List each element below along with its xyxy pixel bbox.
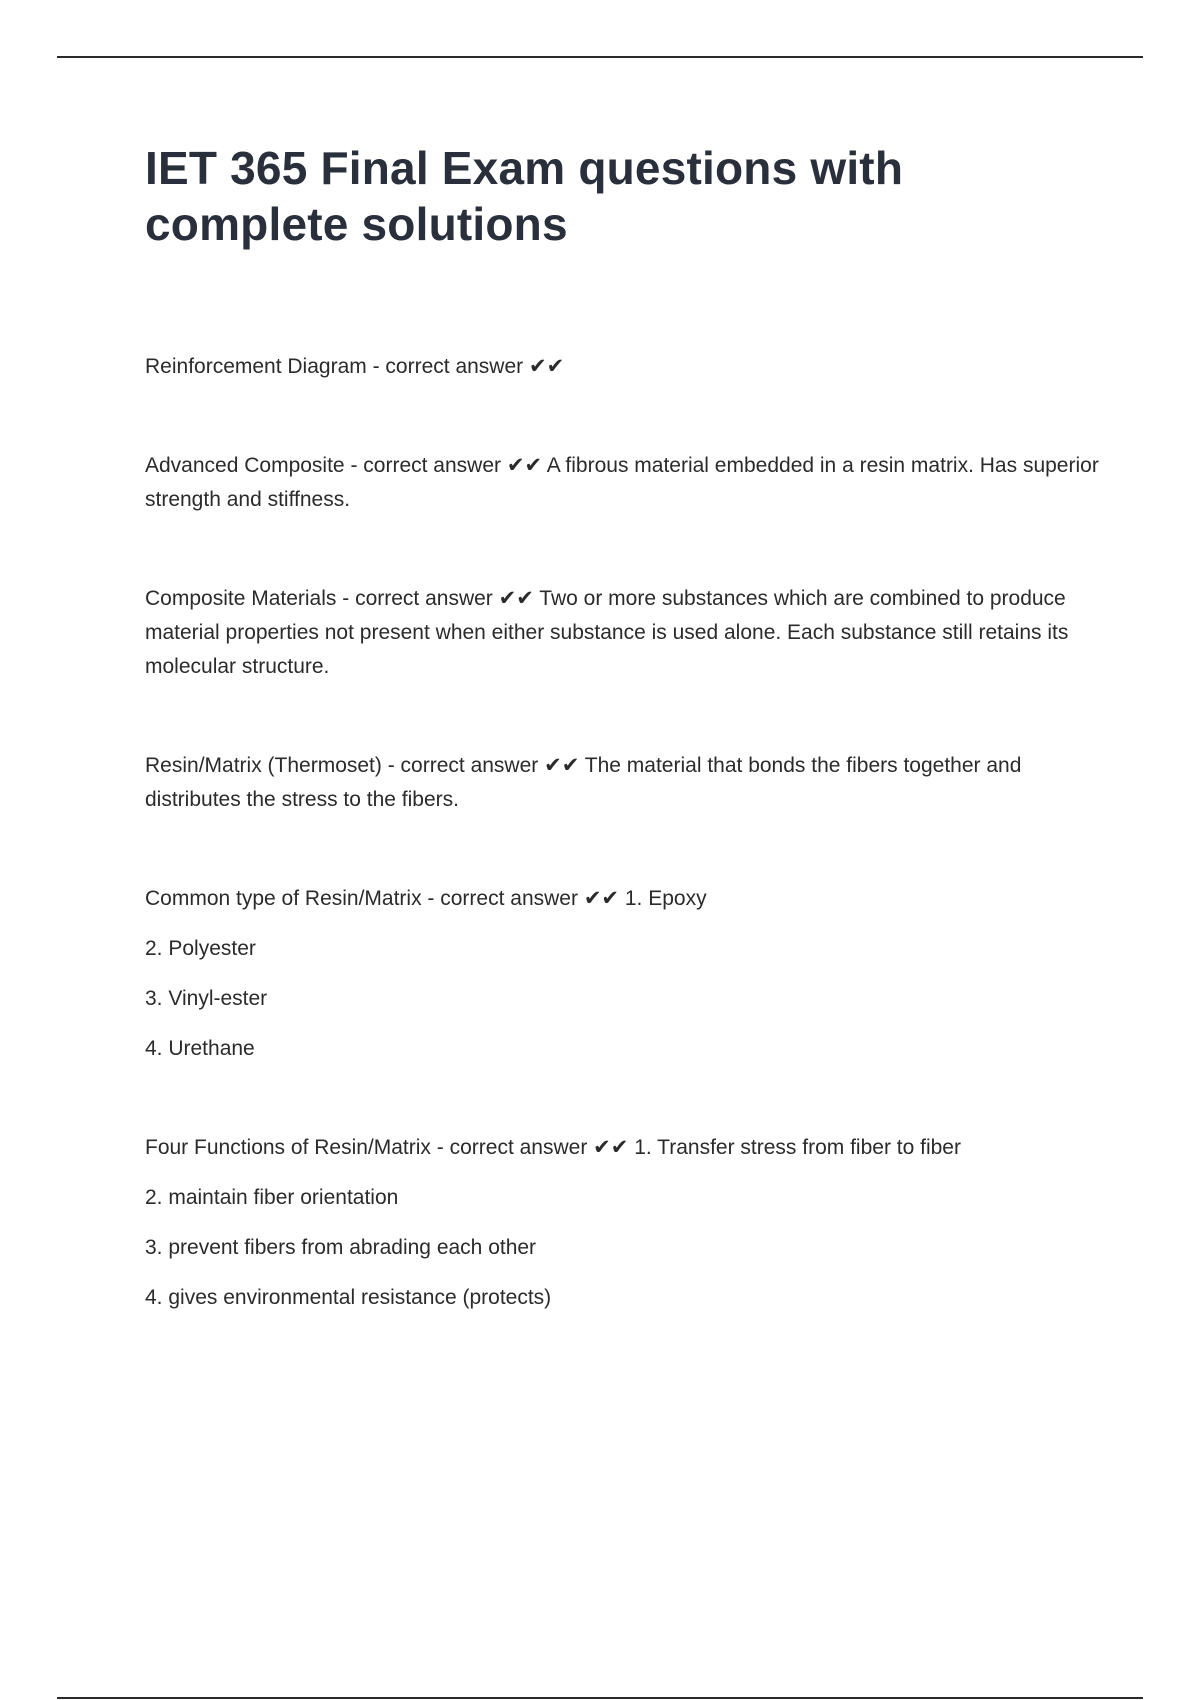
qa-separator: - correct answer xyxy=(366,355,529,378)
qa-answer: 1. Epoxy xyxy=(624,887,707,910)
qa-list-line: 4. Urethane xyxy=(145,1037,255,1060)
qa-answer: A fibrous material embedded in a resin matrix. Has superior strength and stiffness. xyxy=(145,454,1099,511)
check-mark-icon: ✔✔ xyxy=(544,754,580,777)
check-mark-icon: ✔✔ xyxy=(528,355,565,378)
qa-answer: The material that bonds the fibers together and distributes the stress to the fibers. xyxy=(145,754,1022,811)
qa-entry xyxy=(145,582,1105,684)
qa-list-line: 3. Vinyl-ester xyxy=(145,987,268,1010)
qa-answer: 1. Transfer stress from fiber to fiber xyxy=(634,1136,961,1159)
qa-line xyxy=(145,350,1105,384)
qa-entry xyxy=(145,882,1105,1066)
check-mark-icon: ✔✔ xyxy=(498,587,534,610)
qa-entry xyxy=(145,1131,1105,1315)
qa-answer: Two or more substances which are combined to produce material properties not present when either substance is used alone. Each substance still retains its molecular structure. xyxy=(145,587,1069,678)
qa-separator: - correct answer xyxy=(344,454,507,477)
bottom-rule xyxy=(57,1697,1143,1699)
qa-separator: - correct answer xyxy=(381,754,545,777)
qa-entry xyxy=(145,449,1105,517)
qa-term: Resin/Matrix (Thermoset) xyxy=(145,754,382,777)
qa-list-line: 2. maintain fiber orientation xyxy=(145,1186,399,1209)
qa-separator: - correct answer xyxy=(336,587,499,610)
qa-list-line: 4. gives environmental resistance (protects) xyxy=(145,1286,552,1309)
qa-term: Reinforcement Diagram xyxy=(145,355,367,378)
qa-line xyxy=(145,1131,1105,1165)
qa-term: Four Functions of Resin/Matrix xyxy=(145,1136,431,1159)
qa-line xyxy=(145,449,1105,517)
qa-list xyxy=(145,350,1105,1315)
page-title: IET 365 Final Exam questions with complete solutions xyxy=(145,142,904,250)
qa-list-line: 2. Polyester xyxy=(145,937,256,960)
qa-list-line: 3. prevent fibers from abrading each other xyxy=(145,1236,537,1259)
qa-entry xyxy=(145,350,1105,384)
check-mark-icon: ✔✔ xyxy=(593,1136,629,1159)
check-mark-icon: ✔✔ xyxy=(583,887,620,910)
qa-term: Advanced Composite xyxy=(145,454,345,477)
qa-separator: - correct answer xyxy=(430,1136,594,1159)
check-mark-icon: ✔✔ xyxy=(506,454,543,477)
document-body xyxy=(145,140,1105,1380)
qa-term: Composite Materials xyxy=(145,587,337,610)
top-rule xyxy=(57,56,1143,58)
qa-line xyxy=(145,749,1105,817)
qa-entry xyxy=(145,749,1105,817)
qa-line xyxy=(145,882,1105,916)
qa-separator: - correct answer xyxy=(421,887,584,910)
qa-term: Common type of Resin/Matrix xyxy=(145,887,422,910)
qa-line xyxy=(145,582,1105,684)
